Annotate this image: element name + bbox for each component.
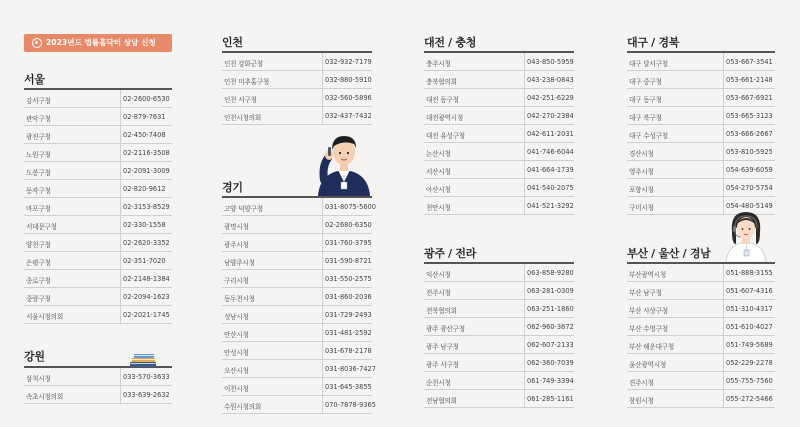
table-row [627,125,775,143]
office-name: 아산시청 [426,186,451,194]
office-name: 서대문구청 [26,223,57,231]
office-name: 대전 동구청 [426,96,459,104]
table-row [24,368,172,386]
region-title-daegu: 대구 / 경북 [627,36,680,49]
column-divider [524,354,525,371]
office-name: 대전광역시청 [426,114,464,122]
table-row [24,198,172,216]
office-name: 구미시청 [629,204,654,212]
column-divider [723,107,724,124]
region-title-gwangju: 광주 / 전라 [424,247,477,260]
table-row [627,161,775,179]
column-divider [120,162,121,179]
office-phone[interactable]: 051-610-4027 [726,323,773,331]
table-row [222,198,376,216]
column-divider [322,53,323,70]
column-divider [524,264,525,281]
column-divider [524,161,525,178]
office-phone[interactable]: 062-607-2133 [527,341,574,349]
office-phone[interactable]: 02-820-9612 [123,185,166,193]
column-divider [322,342,323,359]
column-divider [723,282,724,299]
column-divider [322,324,323,341]
office-name: 마포구청 [26,205,51,213]
office-name: 진주시청 [629,379,654,387]
table-row [424,197,574,215]
office-phone[interactable]: 02-2620-3352 [123,239,170,247]
office-name: 울산광역시청 [629,361,667,369]
office-phone[interactable]: 031-481-2592 [325,329,372,337]
column-divider [524,179,525,196]
office-phone[interactable]: 02-2116-3508 [123,149,170,157]
column-divider [524,125,525,142]
column-divider [120,386,121,403]
column-divider [322,360,323,377]
office-phone[interactable]: 053-667-6921 [726,94,773,102]
office-name: 충주시청 [426,60,451,68]
office-name: 전남협의회 [426,397,457,405]
table-row [222,396,376,414]
column-divider [723,89,724,106]
office-name: 부산 해운대구청 [629,343,675,351]
office-name: 전북협의회 [426,307,457,315]
table-row [627,264,775,282]
contact-table-gyeonggi [222,196,376,414]
column-divider [524,372,525,389]
region-title-seoul: 서울 [24,73,45,86]
table-row [24,386,172,404]
office-phone[interactable]: 031-8075-5600 [325,203,376,211]
office-phone[interactable]: 061-749-3394 [527,377,574,385]
table-row [24,180,172,198]
office-name: 수원시청의회 [224,403,262,411]
office-name: 창원시청 [629,397,654,405]
office-phone[interactable]: 02-2091-3009 [123,167,170,175]
office-phone[interactable]: 055-272-5466 [726,395,773,403]
contact-table-busan [627,262,775,408]
column-divider [120,144,121,161]
target-icon [32,38,42,48]
table-row [222,342,372,360]
office-name: 은평구청 [26,259,51,267]
table-row [24,234,172,252]
column-divider [322,71,323,88]
column-divider [723,143,724,160]
office-name: 부산 남구청 [629,289,662,297]
column-divider [524,71,525,88]
table-row [627,107,775,125]
column-divider [524,390,525,407]
column-divider [723,161,724,178]
office-phone[interactable]: 055-755-7560 [726,377,773,385]
office-name: 인천 강화군청 [224,60,263,68]
table-row [24,126,172,144]
office-name: 남양주시청 [224,259,255,267]
office-name: 안산시청 [224,331,249,339]
office-phone[interactable]: 031-729-2493 [325,311,372,319]
office-phone[interactable]: 02-879-7631 [123,113,166,121]
column-divider [322,306,323,323]
column-divider [723,318,724,335]
table-row [424,89,574,107]
office-phone[interactable]: 054-480-5149 [726,202,773,210]
office-phone[interactable]: 053-666-2667 [726,130,773,138]
column-divider [524,107,525,124]
table-row [424,125,574,143]
office-phone[interactable]: 051-888-3155 [726,269,773,277]
table-row [627,300,775,318]
office-name: 대구 수성구청 [629,132,668,140]
office-phone[interactable]: 033-639-2632 [123,391,170,399]
column-divider [322,252,323,269]
column-divider [120,234,121,251]
office-phone[interactable]: 02-450-7408 [123,131,166,139]
office-name: 노원구청 [26,151,51,159]
table-row [222,288,372,306]
table-row [24,306,172,324]
office-name: 속초시청의회 [26,393,64,401]
office-phone[interactable]: 032-560-5896 [325,94,372,102]
office-name: 광주시청 [224,241,249,249]
table-row [627,53,775,71]
column-divider [120,252,121,269]
column-divider [322,396,323,413]
office-name: 인천 서구청 [224,96,257,104]
column-divider [723,264,724,281]
office-name: 논산시청 [426,150,451,158]
column-divider [723,53,724,70]
office-phone[interactable]: 063-858-9280 [527,269,574,277]
office-phone[interactable]: 031-550-2575 [325,275,372,283]
office-name: 부산광역시청 [629,271,667,279]
column-divider [723,336,724,353]
office-phone[interactable]: 054-639-6059 [726,166,773,174]
table-row [424,71,574,89]
table-row [424,161,574,179]
office-phone[interactable]: 041-521-3292 [527,202,574,210]
column-divider [120,198,121,215]
table-row [222,306,372,324]
region-title-busan: 부산 / 울산 / 경남 [627,247,711,260]
office-name: 양천구청 [26,241,51,249]
office-phone[interactable]: 02-330-1558 [123,221,166,229]
table-row [424,179,574,197]
man-on-phone-illustration [314,130,374,196]
office-phone[interactable]: 051-310-4317 [726,305,773,313]
office-phone[interactable]: 062-360-7039 [527,359,574,367]
office-phone[interactable]: 063-281-0309 [527,287,574,295]
office-phone[interactable]: 032-932-7179 [325,58,372,66]
table-row [222,216,372,234]
book-stack-icon [128,353,158,367]
office-phone[interactable]: 02-3153-8529 [123,203,170,211]
table-row [222,360,376,378]
office-phone[interactable]: 051-749-5689 [726,341,773,349]
office-phone[interactable]: 041-540-2075 [527,184,574,192]
column-divider [120,90,121,107]
office-phone[interactable]: 02-2148-1384 [123,275,170,283]
office-phone[interactable]: 032-880-5910 [325,76,372,84]
table-row [424,143,574,161]
table-row [627,390,775,408]
office-name: 경산시청 [629,150,654,158]
office-phone[interactable]: 02-2094-1623 [123,293,170,301]
office-name: 부산 수영구청 [629,325,668,333]
contact-table-daejeon [424,51,574,215]
table-row [627,143,775,161]
table-row [222,234,372,252]
column-divider [322,288,323,305]
office-name: 대전 유성구청 [426,132,465,140]
office-phone[interactable]: 053-661-2148 [726,76,773,84]
column-divider [322,378,323,395]
table-row [424,318,574,336]
office-name: 동작구청 [26,187,51,195]
woman-with-headset-illustration [722,208,770,262]
column-divider [322,107,323,124]
column-divider [524,53,525,70]
column-divider [723,354,724,371]
table-row [627,354,775,372]
office-name: 오산시청 [224,367,249,375]
office-name: 순천시청 [426,379,451,387]
column-divider [723,125,724,142]
column-divider [120,288,121,305]
office-name: 종로구청 [26,277,51,285]
office-name: 광주 광산구청 [426,325,465,333]
column-divider [723,372,724,389]
region-title-gangwon: 강원 [24,350,45,363]
table-row [424,354,574,372]
column-divider [322,270,323,287]
table-row [222,107,372,125]
office-name: 광명시청 [224,223,249,231]
office-phone[interactable]: 02-351-7020 [123,257,166,265]
table-row [424,300,574,318]
office-phone[interactable]: 031-590-8721 [325,257,372,265]
office-name: 천안시청 [426,204,451,212]
table-row [222,324,372,342]
office-name: 전주시청 [426,289,451,297]
office-phone[interactable]: 031-645-3855 [325,383,372,391]
table-row [627,282,775,300]
column-divider [120,180,121,197]
table-row [24,90,172,108]
table-row [424,282,574,300]
office-name: 익산시청 [426,271,451,279]
office-phone[interactable]: 033-570-3633 [123,373,170,381]
office-phone[interactable]: 053-667-3541 [726,58,773,66]
table-row [222,270,372,288]
column-divider [723,179,724,196]
column-divider [524,89,525,106]
office-phone[interactable]: 02-2600-6530 [123,95,170,103]
column-divider [524,318,525,335]
table-row [222,53,372,71]
region-title-daejeon: 대전 / 충청 [424,36,477,49]
table-row [24,162,172,180]
column-divider [723,71,724,88]
office-phone[interactable]: 041-746-6044 [527,148,574,156]
office-phone[interactable]: 032-437-7432 [325,112,372,120]
office-phone[interactable]: 042-270-2384 [527,112,574,120]
office-phone[interactable]: 042-251-6229 [527,94,574,102]
office-phone[interactable]: 062-960-3672 [527,323,574,331]
office-phone[interactable]: 051-607-4316 [726,287,773,295]
column-divider [120,108,121,125]
office-name: 인천 미추홀구청 [224,78,270,86]
column-divider [524,143,525,160]
column-divider [120,368,121,385]
table-row [24,144,172,162]
table-row [627,318,775,336]
office-phone[interactable]: 031-8036-7427 [325,365,376,373]
office-name: 충북협의회 [426,78,457,86]
office-name: 포항시청 [629,186,654,194]
table-row [627,179,775,197]
column-divider [322,89,323,106]
contact-table-daegu [627,51,775,215]
table-row [627,71,775,89]
office-name: 고양 덕양구청 [224,205,263,213]
contact-table-incheon [222,51,372,125]
table-row [424,107,574,125]
office-phone[interactable]: 042-611-2031 [527,130,574,138]
office-name: 관악구청 [26,115,51,123]
office-phone[interactable]: 070-7878-9365 [325,401,376,409]
table-row [222,378,372,396]
table-row [627,372,775,390]
office-name: 구리시청 [224,277,249,285]
office-name: 대구 북구청 [629,114,662,122]
table-row [24,216,172,234]
office-name: 서산시청 [426,168,451,176]
table-row [24,270,172,288]
column-divider [322,198,323,215]
region-title-gyeonggi: 경기 [222,181,243,194]
table-row [24,252,172,270]
office-phone[interactable]: 061-285-1161 [527,395,574,403]
table-row [627,336,775,354]
office-name: 광주 서구청 [426,361,459,369]
office-phone[interactable]: 053-810-5925 [726,148,773,156]
office-name: 대구 동구청 [629,96,662,104]
office-phone[interactable]: 063-251-1860 [527,305,574,313]
office-name: 이천시청 [224,385,249,393]
banner-label: 2023년도 법률홈닥터 상담 신청 [46,38,156,47]
column-divider [524,282,525,299]
table-row [627,89,775,107]
office-phone[interactable]: 02-2680-6350 [325,221,372,229]
office-name: 서울시청의회 [26,313,64,321]
contact-table-gangwon [24,366,172,404]
office-name: 대구 중구청 [629,78,662,86]
office-name: 부산 사상구청 [629,307,668,315]
office-name: 광주 남구청 [426,343,459,351]
office-phone[interactable]: 054-270-5754 [726,184,773,192]
column-divider [524,300,525,317]
office-name: 성남시청 [224,313,249,321]
office-phone[interactable]: 052-229-2278 [726,359,773,367]
column-divider [120,270,121,287]
table-row [222,252,372,270]
table-row [424,336,574,354]
column-divider [120,126,121,143]
region-title-incheon: 인천 [222,36,243,49]
office-name: 인천시청의회 [224,114,262,122]
table-row [24,108,172,126]
column-divider [524,197,525,214]
column-divider [322,216,323,233]
office-phone[interactable]: 02-2021-1745 [123,311,170,319]
table-row [222,71,372,89]
table-row [24,288,172,306]
office-phone[interactable]: 043-850-5959 [527,58,574,66]
office-name: 도봉구청 [26,169,51,177]
office-name: 대구 달서구청 [629,60,668,68]
column-divider [322,234,323,251]
office-name: 강서구청 [26,97,51,105]
column-divider [120,216,121,233]
office-phone[interactable]: 043-238-0843 [527,76,574,84]
office-phone[interactable]: 031-760-3795 [325,239,372,247]
office-name: 동두천시청 [224,295,255,303]
table-row [424,53,574,71]
column-divider [524,336,525,353]
office-phone[interactable]: 031-860-2036 [325,293,372,301]
office-name: 광진구청 [26,133,51,141]
office-name: 안성시청 [224,349,249,357]
office-phone[interactable]: 041-664-1739 [527,166,574,174]
column-divider [120,306,121,323]
column-divider [723,300,724,317]
column-divider [723,390,724,407]
contact-table-gwangju [424,262,574,408]
office-name: 삼척시청 [26,375,51,383]
table-row [424,264,574,282]
office-phone[interactable]: 031-678-2178 [325,347,372,355]
table-row [424,390,574,408]
office-name: 중랑구청 [26,295,51,303]
table-row [424,372,574,390]
office-name: 영주시청 [629,168,654,176]
consultation-banner[interactable] [24,34,172,52]
table-row [222,89,372,107]
contact-table-seoul [24,88,172,324]
office-phone[interactable]: 053-665-3123 [726,112,773,120]
